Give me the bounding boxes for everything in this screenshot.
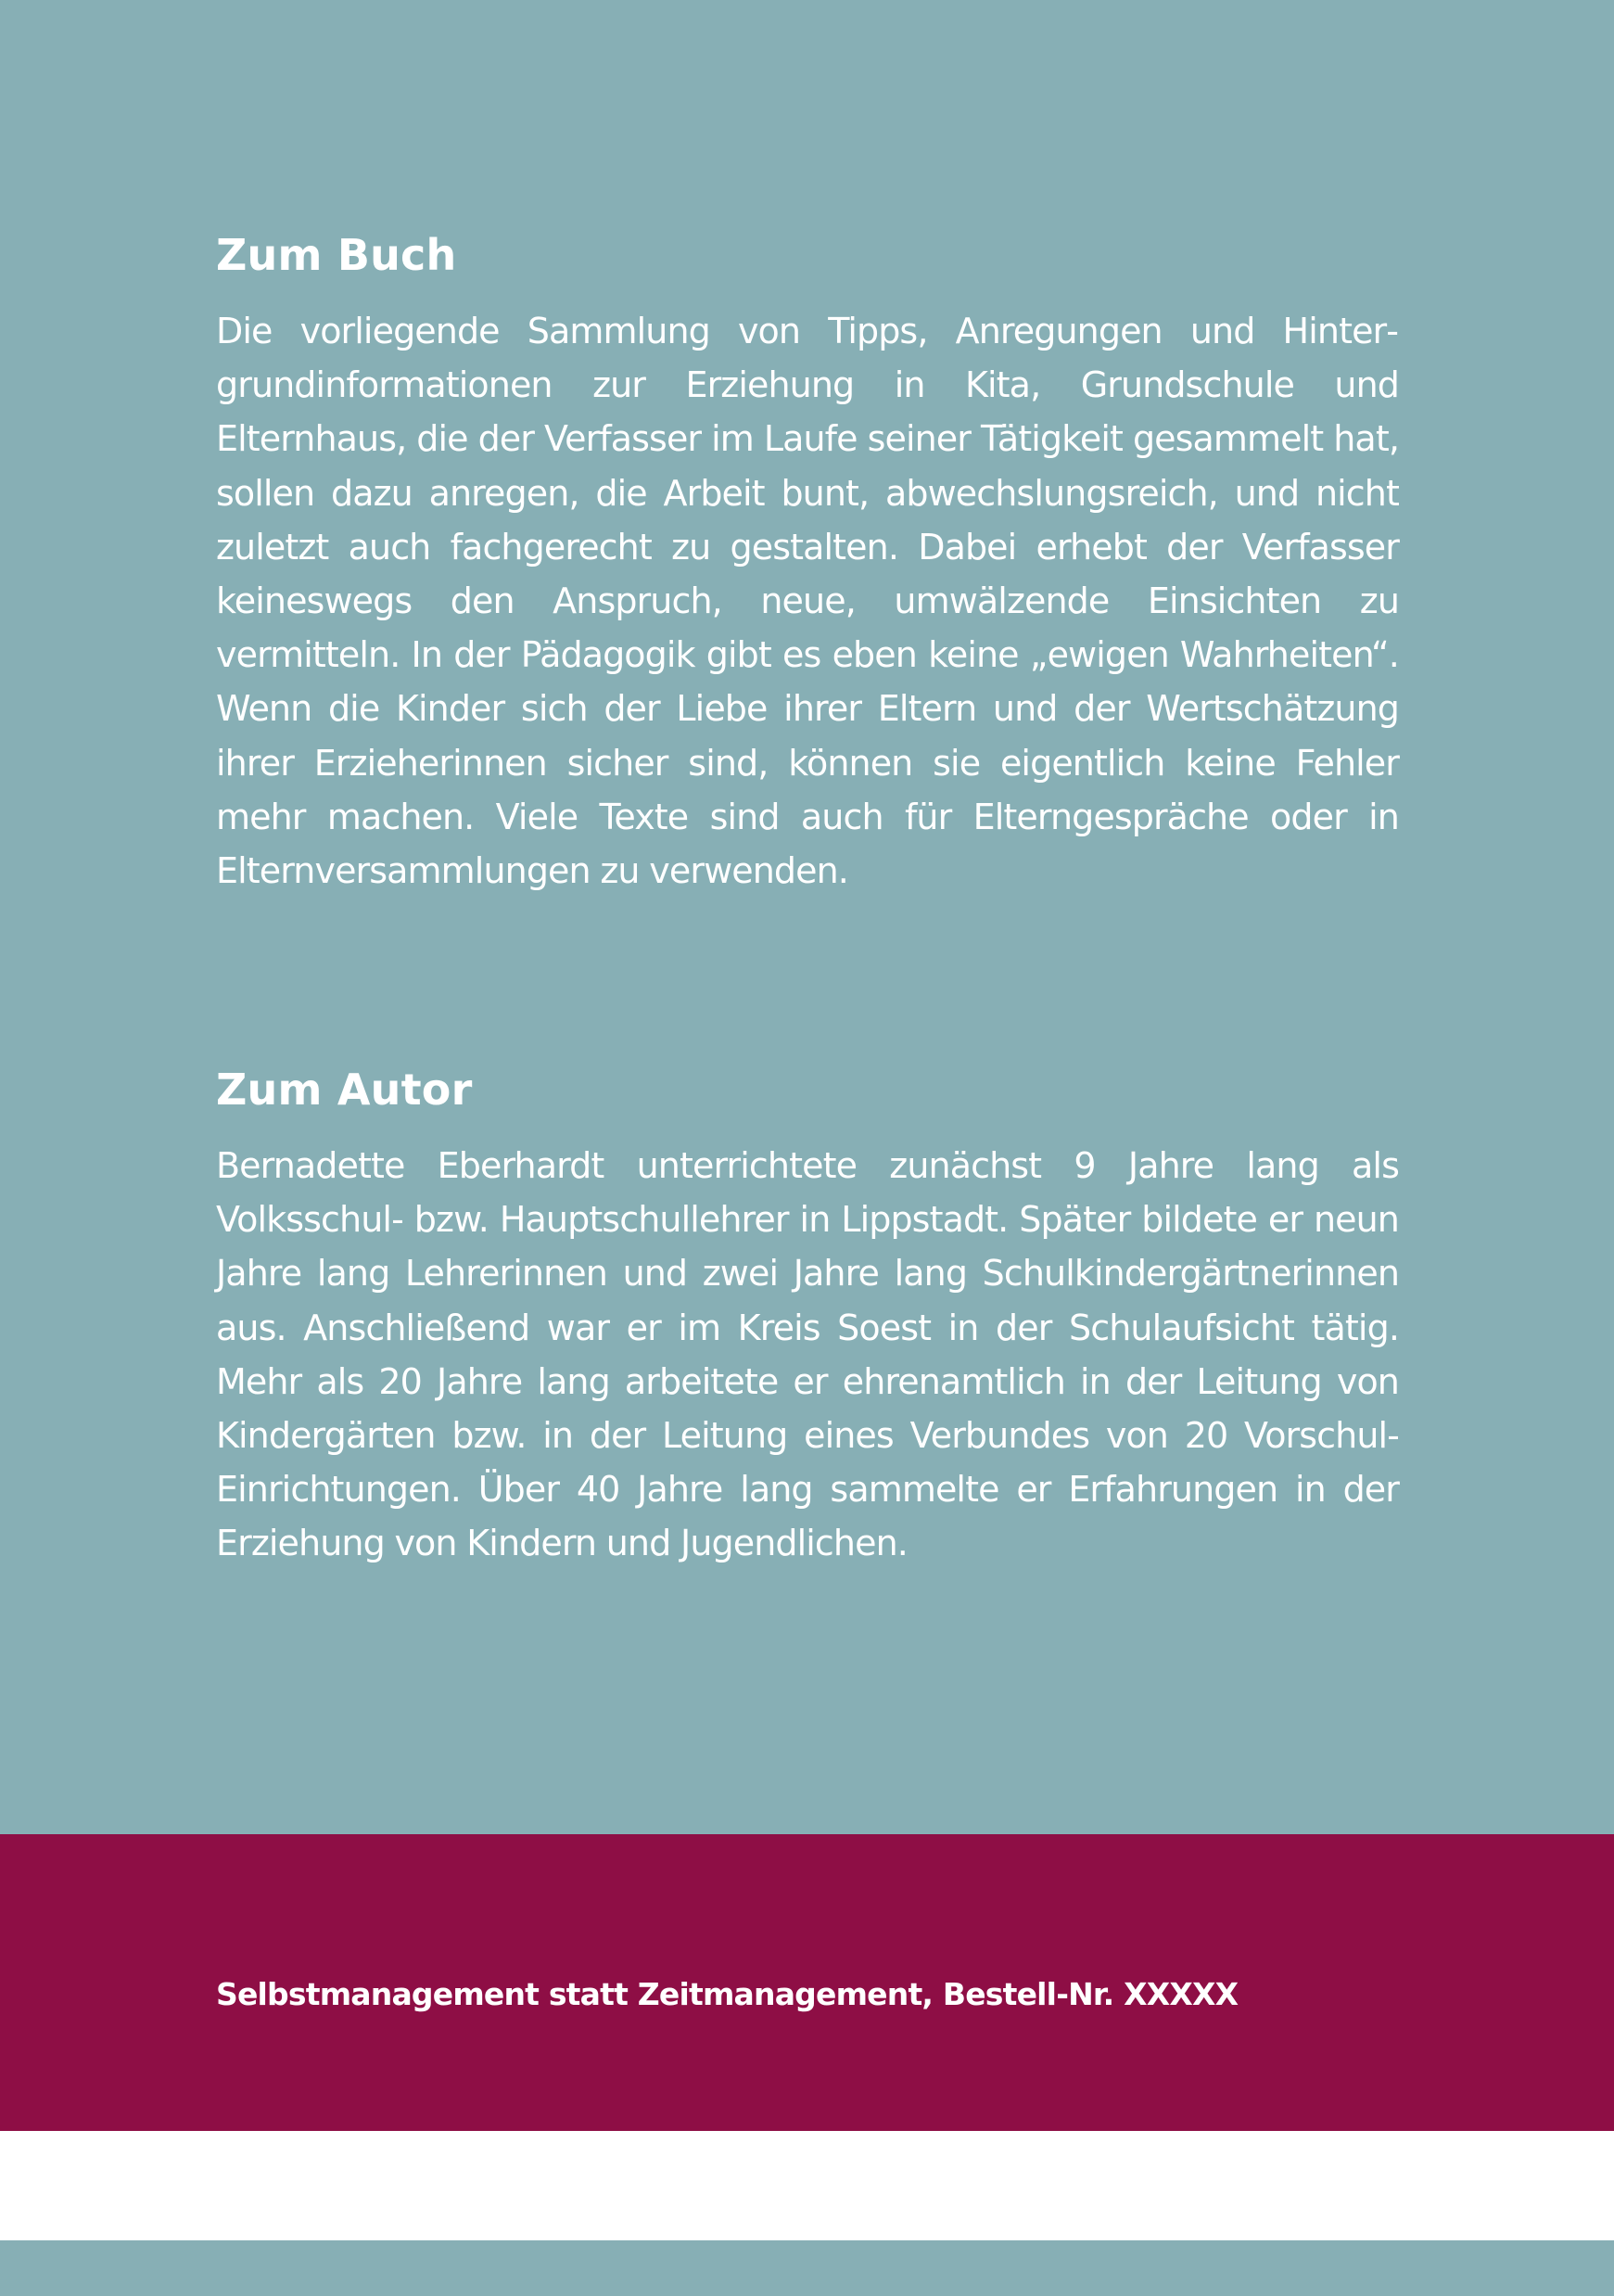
magenta-band <box>0 1834 1614 2131</box>
about-book-text: Die vorliegende Sammlung von Tipps, Anregungen und Hintergrundinformationen zur Erziehung in Kita, Grundschule und Elternhaus, die der Verfasser im Laufe seiner Tätigkeit gesammelt hat, sollen dazu anregen, die Arbeit bunt, abwechslungsreich, und nicht zuletzt auch fachgerecht zu gestalten. Dabei erhebt der Verfasser keineswegs den Anspruch, neue, umwälzende Einsichten zu vermitteln. In der Pädagogik gibt es eben keine „ewigen Wahrheiten“. Wenn die Kinder sich der Liebe ihrer Eltern und der Wertschätzung ihrer Erzieherinnen sicher sind, können sie eigentlich keine Fehler mehr machen. Viele Texte sind auch für Elterngespräche oder in Elternversammlungen zu verwenden. <box>216 311 1399 892</box>
white-band <box>0 2131 1614 2240</box>
about-author-heading: Zum Autor <box>216 1065 473 1115</box>
about-author-section <box>216 1057 1399 1571</box>
order-number-text: Selbstmanagement statt Zeitmanagement, Bestell-Nr. XXXXX <box>216 1976 1239 2012</box>
bottom-teal-band <box>0 2240 1614 2296</box>
about-book-section <box>216 223 1399 898</box>
about-author-text: Bernadette Eberhardt unterrichtete zunächst 9 Jahre lang als Volksschul- bzw. Hauptschullehrer in Lippstadt. Später bildete er neun Jahre lang Lehrerinnen und zwei Jahre lang Schulkindergärtnerinnen aus. Anschließend war er im Kreis Soest in der Schulaufsicht tätig. Mehr als 20 Jahre lang arbeitete er ehrenamtlich in der Leitung von Kindergärten bzw. in der Leitung eines Verbundes von 20 Vorschul-Einrichtungen. Über 40 Jahre lang sammelte er Erfahrungen in der Erziehung von Kindern und Jugendlichen. <box>216 1145 1399 1564</box>
about-book-heading: Zum Buch <box>216 230 457 280</box>
